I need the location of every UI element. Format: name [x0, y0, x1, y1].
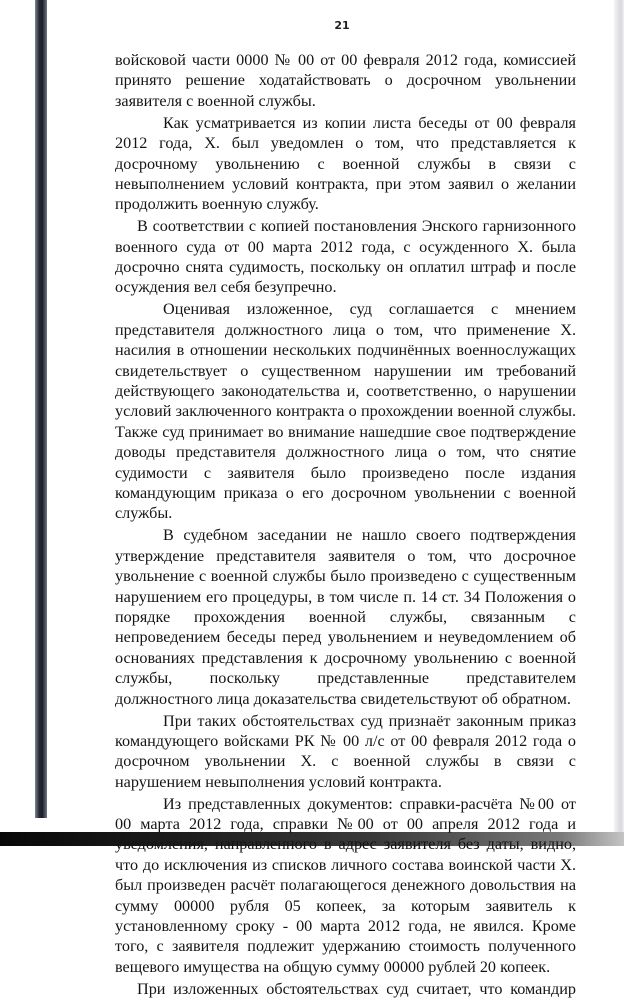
paragraph-court-assessment: Оценивая изложенное, суд соглашается с мнением представителя должностного лица о том, что применение Х. насилия в отношении нескольких подчинённых военнослужащих свидетельствует о существенном нарушении им требований действующего законодательства и, соответственно, о нарушении условий заключенного контракта о прохождении военной службы. Также суд принимает во внимание нашедшие свое подтверждение доводы представителя должностного лица о том, что снятие судимости с заявителя было произведено после издания командующим приказа о его досрочном увольнении с военной службы. — [115, 300, 576, 523]
paragraph-conversation-sheet: Как усматривается из копии листа беседы от 00 февраля 2012 года, Х. был уведомлен о том, что представляется к досрочному увольнению с военной службы в связи с невыполнением условий контракта, при этом заявил о желании продолжить военную службу. — [115, 113, 576, 214]
paragraph-continuation: войсковой части 0000 № 00 от 00 февраля 2012 года, комиссией принято решение ходатайствовать о досрочном увольнении заявителя с военной службы. — [115, 51, 576, 110]
paragraph-payment-documents: Из представленных документов: справки-расчёта №00 от 00 марта 2012 года, справки №00 от 00 апреля 2012 года и уведомления, направленного в адрес заявителя без даты, видно, что до исключения из списков личного состава воинской части Х. был произведен расчёт полагающегося денежного довольствия на сумму 00000 рубля 05 копеек, за которым заявитель к установленному сроку - 00 марта 2012 года, не явился. Кроме того, с заявителя подлежит удержанию стоимость полученного вещевого имущества на общую сумму 00000 рублей 20 копеек. — [115, 794, 576, 976]
page-number: 21 — [334, 19, 350, 32]
scan-binding-shadow-left — [35, 0, 47, 818]
paragraph-court-resolution: В соответствии с копией постановления Энского гарнизонного военного суда от 00 марта 2012 года, с осужденного Х. была досрочно снята судимость, поскольку он оплатил штраф и после осуждения вел себя безупречно. — [115, 217, 576, 297]
paragraph-order-lawful: При таких обстоятельствах суд признаёт законным приказ командующего войсками РК № 00 л/с от 00 февраля 2012 года о досрочном увольнении Х. с военной службы в связи с нарушением невыполнения условий контракта. — [115, 711, 576, 791]
paragraph-procedure-claim: В судебном заседании не нашло своего подтверждения утверждение представителя заявителя о том, что досрочное увольнение с военной службы было произведено с существенным нарушением его процедуры, в том числе п. 14 ст. 34 Положения о порядке прохождения военной службы, связанным с непроведением беседы перед увольнением и неуведомлением об основаниях представления к досрочному увольнению с военной службы, поскольку представленные представителем должностного лица доказательства свидетельствуют об обратном. — [115, 526, 576, 708]
document-body — [115, 50, 576, 1001]
paragraph-conclusion-start: При изложенных обстоятельствах суд считает, что командир — [137, 979, 576, 998]
scan-page-edge-right — [614, 0, 624, 835]
